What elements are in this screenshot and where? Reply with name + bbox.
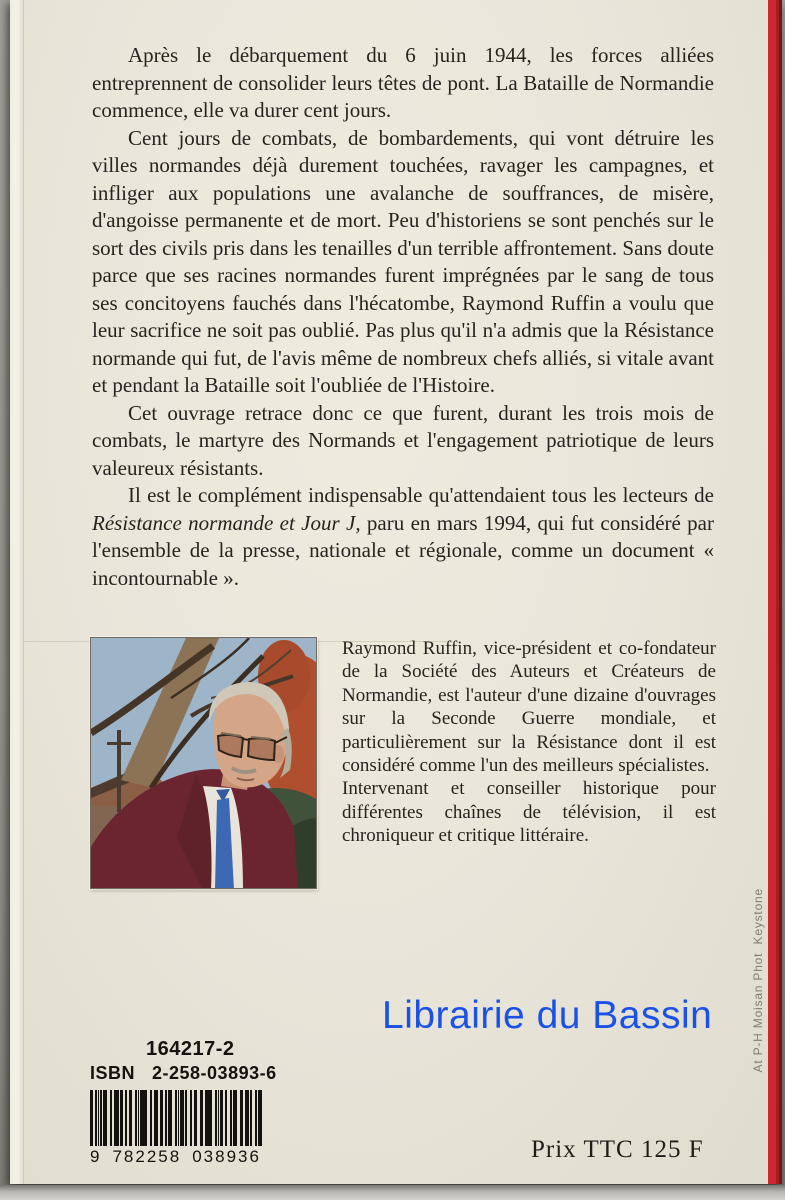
book-back-cover [10,0,782,1184]
synopsis-paragraph-3: Cet ouvrage retrace donc ce que furent, durant les trois mois de combats, le martyre des Normands et l'engagement patriotique de leurs valeureux résistants. [92,400,714,480]
paragraph-4-lead: Il est le complément indispensable qu'attendaient tous les lecteurs de [128,483,714,507]
barcode-bars [90,1090,262,1146]
synopsis-text [92,42,714,592]
isbn-value: 2-258-03893-6 [152,1063,277,1083]
synopsis-paragraph-2: Cent jours de combats, de bombardements, qui vont détruire les villes normandes déjà durement touchées, ravager les campagnes, et infliger aux populations une avalanche de souffrances, de misère, d'angoisse permanente et de mort. Peu d'historiens se sont penchés sur le sort des civils pris dans les tenailles d'un terrible affrontement. Sans doute parce que ses racines normandes furent imprégnées par le sang de tous ses concitoyens fauchés dans l'hécatombe, Raymond Ruffin a voulu que leur sacrifice ne soit pas oublié. Pas plus qu'il n'a admis que la Résistance normande qui fut, de l'avis même de nombreux chefs alliés, si vitale avant et pendant la Bataille soit l'oubliée de l'Histoire. [92,125,714,397]
barcode-digits [90,1147,264,1167]
price-label: Prix TTC 125 F [531,1136,704,1163]
isbn-block [90,1038,277,1167]
ean-group-2: 038936 [192,1147,261,1166]
bio-paragraph-1: Raymond Ruffin, vice-président et co-fondateur de la Société des Auteurs et Créateurs de Normandie, est l'auteur d'une dizaine d'ouvrages sur la Seconde Guerre mondiale, et particulièrement sur la Résistance dont il est considéré comme l'un des meilleurs spécialistes. [342,638,716,777]
ean-group-1: 782258 [112,1147,182,1166]
book-pages-edge [10,0,24,1184]
author-bio-text [342,637,716,848]
ean-barcode [90,1090,264,1167]
cover-red-edge [768,0,782,1184]
author-portrait-photo [90,637,317,889]
ean-first-digit: 9 [90,1147,102,1166]
synopsis-paragraph-4 [92,482,714,592]
author-bio-section [90,637,716,889]
isbn-label: ISBN [90,1063,136,1083]
paragraph-4-tail: paru en mars 1994, qui fut considéré par l'ensemble de la presse, nationale et régionale, comme un document « incontournable ». [92,510,714,590]
synopsis-paragraph-1: Après le débarquement du 6 juin 1944, les forces alliées entreprennent de consolider leurs têtes de pont. La Bataille de Normandie commence, elle va durer cent jours. [92,43,714,122]
product-code: 164217-2 [146,1038,235,1060]
book-title-reference: Résistance normande et Jour J, [92,510,361,535]
isbn-row [90,1063,277,1084]
seller-watermark: Librairie du Bassin [382,994,713,1037]
bio-paragraph-2: Intervenant et conseiller historique pour différentes chaînes de télévision, il est chroniqueur et critique littéraire. [342,778,716,847]
author-portrait-illustration [91,638,316,888]
table-surface-strip [0,1185,785,1200]
photo-credit: At P-H Moisan Phot Keystone [751,887,765,1072]
